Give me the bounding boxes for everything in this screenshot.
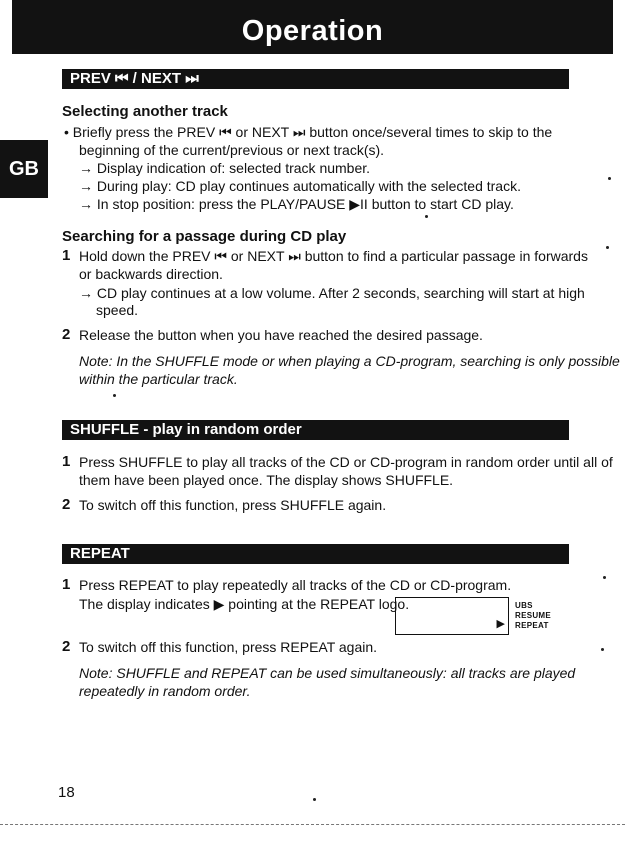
- step-line: Release the button when you have reached the desired passage.: [79, 327, 483, 343]
- step-line: Hold down the PREV ⏮ or NEXT ⏭ button to find a particular passage in forwards: [79, 248, 588, 264]
- result-line: → In stop position: press the PLAY/PAUSE ▶II button to start CD play.: [79, 196, 514, 212]
- bullet-line: beginning of the current/previous or next track(s).: [79, 142, 385, 158]
- step-line: The display indicates ▶ pointing at the REPEAT logo.: [79, 596, 410, 612]
- step-number: 1: [62, 247, 71, 264]
- note-line: Note: In the SHUFFLE mode or when playing a CD-program, searching is only possible: [79, 353, 620, 369]
- scan-speck: [606, 246, 609, 249]
- result-line: → Display indication of: selected track number.: [79, 160, 371, 176]
- note-line: Note: SHUFFLE and REPEAT can be used simultaneously: all tracks are played: [79, 665, 576, 681]
- bullet-line: • Briefly press the PREV ⏮ or NEXT ⏭ button once/several times to skip to the: [64, 124, 553, 140]
- scan-speck: [608, 177, 611, 180]
- scan-speck: [313, 798, 316, 801]
- display-label-repeat: REPEAT: [515, 621, 549, 630]
- step-line: them have been played once. The display shows SHUFFLE.: [79, 472, 454, 488]
- scan-speck: [113, 394, 116, 397]
- step-line: To switch off this function, press REPEAT again.: [79, 639, 378, 655]
- display-label-ubs: UBS: [515, 601, 533, 610]
- note-line: repeatedly in random order.: [79, 683, 251, 699]
- scan-speck: [425, 215, 428, 218]
- step-number: 1: [62, 576, 71, 593]
- page-title: Operation: [12, 0, 613, 54]
- heading-selecting-track: Selecting another track: [62, 103, 228, 120]
- step-line: Press SHUFFLE to play all tracks of the CD or CD-program in random order until all of: [79, 454, 613, 470]
- pointer-arrow-icon: ▶: [496, 618, 505, 630]
- display-label-resume: RESUME: [515, 611, 552, 620]
- note-line: within the particular track.: [79, 371, 238, 387]
- section-bar-shuffle: SHUFFLE - play in random order: [62, 420, 569, 440]
- step-line: Press REPEAT to play repeatedly all tracks of the CD or CD-program.: [79, 577, 512, 593]
- section-bar-repeat: REPEAT: [62, 544, 569, 564]
- page-number: 18: [58, 784, 75, 801]
- display-illustration: [395, 597, 509, 635]
- scan-edge-line: [0, 824, 625, 825]
- language-tab: GB: [0, 140, 48, 198]
- step-line: To switch off this function, press SHUFFLE again.: [79, 497, 387, 513]
- result-line: → During play: CD play continues automatically with the selected track.: [79, 178, 521, 194]
- scan-speck: [603, 576, 606, 579]
- step-number: 2: [62, 326, 71, 343]
- heading-searching-passage: Searching for a passage during CD play: [62, 228, 347, 245]
- scan-speck: [601, 648, 604, 651]
- section-bar-prev-next: PREV ⏮ / NEXT ⏭: [62, 69, 569, 89]
- step-number: 2: [62, 638, 71, 655]
- step-number: 2: [62, 496, 71, 513]
- result-line: speed.: [96, 302, 139, 318]
- result-line: → CD play continues at a low volume. After 2 seconds, searching will start at high: [79, 285, 585, 301]
- step-number: 1: [62, 453, 71, 470]
- step-line: or backwards direction.: [79, 266, 223, 282]
